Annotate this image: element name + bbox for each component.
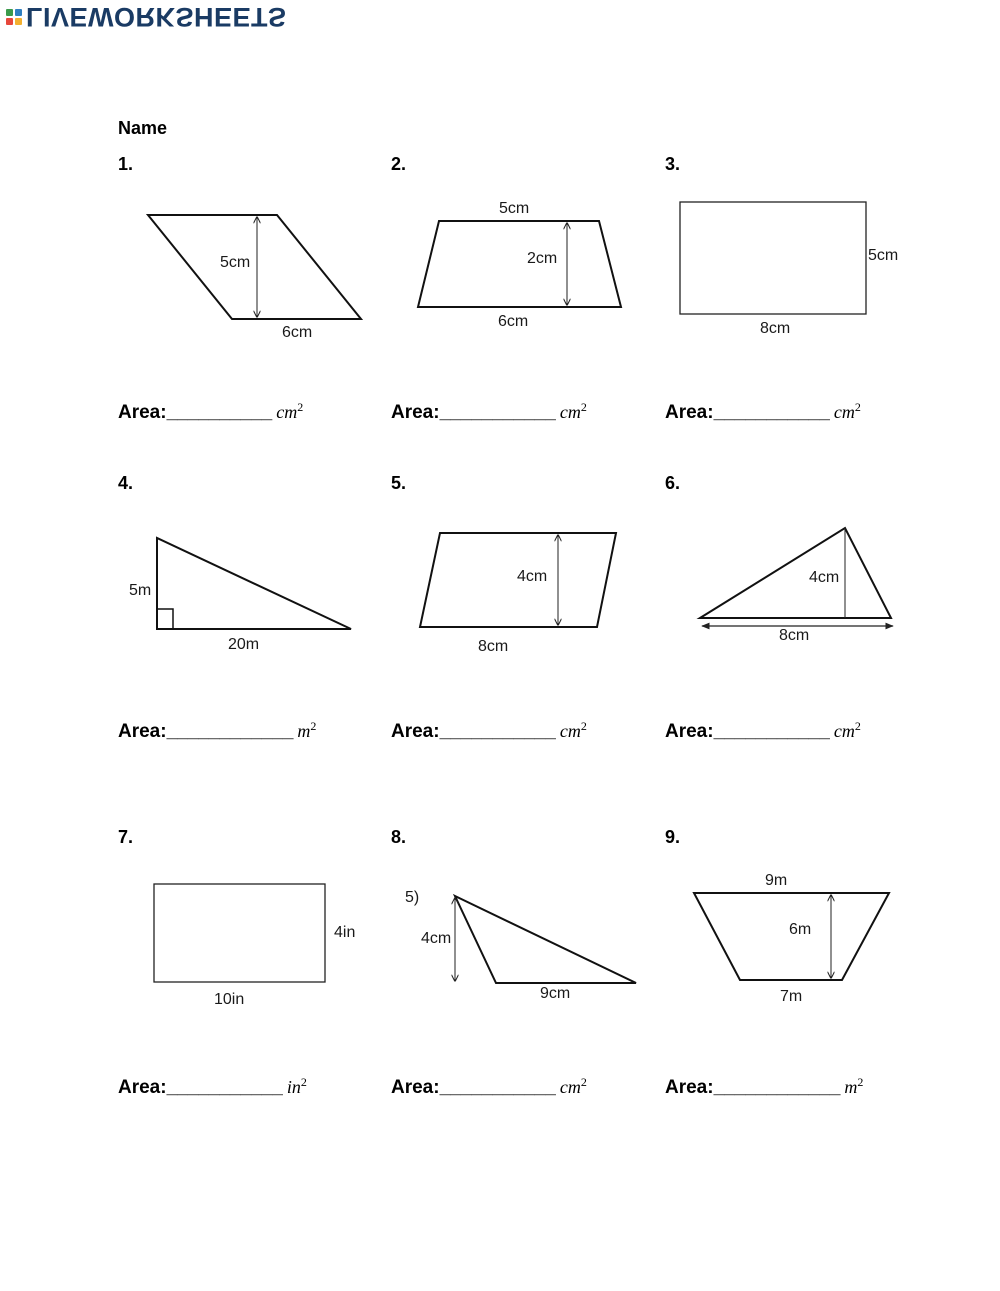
answer-blank-9[interactable]: ____________ xyxy=(713,1077,841,1098)
shape-1-label-base: 6cm xyxy=(282,324,313,341)
problem-number-7: 7. xyxy=(118,827,134,847)
shape-2-label-top: 5cm xyxy=(499,200,530,217)
problem-number-1: 1. xyxy=(118,154,134,174)
problem-number-6: 6. xyxy=(665,473,681,493)
shape-6-label-base: 8cm xyxy=(779,627,810,644)
shape-3-label-base: 8cm xyxy=(760,320,791,337)
answer-blank-4[interactable]: ____________ xyxy=(166,721,294,742)
shape-3-label-height: 5cm xyxy=(868,247,899,264)
answer-blank-1[interactable]: __________ xyxy=(166,402,273,423)
shape-8-obtuse-triangle xyxy=(405,889,636,1002)
shape-8-label-height: 4cm xyxy=(421,930,452,947)
shape-9-label-height: 6m xyxy=(789,921,812,938)
shape-2-trapezoid xyxy=(418,200,621,330)
shape-6-triangle xyxy=(700,528,893,644)
shape-4-label-height: 5m xyxy=(129,582,152,599)
answer-blank-3[interactable]: ___________ xyxy=(713,402,830,423)
unit-8: $cm^2$ xyxy=(559,1075,587,1097)
shape-7-rectangle xyxy=(154,884,355,1008)
answer-blank-6[interactable]: ___________ xyxy=(713,721,830,742)
logo-text: LIVEWORKSHEETS xyxy=(26,2,287,32)
problem-number-2: 2. xyxy=(391,154,407,174)
answer-blank-7[interactable]: ___________ xyxy=(166,1077,283,1098)
shape-9-label-top: 9m xyxy=(765,872,788,889)
unit-6: $cm^2$ xyxy=(833,719,861,741)
unit-1: $cm^2$ xyxy=(276,400,304,422)
answer-blank-5[interactable]: ___________ xyxy=(439,721,556,742)
shape-2-label-height: 2cm xyxy=(527,250,558,267)
shape-4-right-triangle xyxy=(129,538,351,653)
unit-9: $m^2$ xyxy=(844,1075,864,1097)
shape-2-label-bottom: 6cm xyxy=(498,313,529,330)
unit-5: $cm^2$ xyxy=(559,719,587,741)
name-label: Name xyxy=(118,118,168,138)
shape-9-label-bottom: 7m xyxy=(780,988,803,1005)
unit-4: $m^2$ xyxy=(297,719,317,741)
shape-7-label-height: 4in xyxy=(334,924,356,941)
unit-7: $in^2$ xyxy=(286,1075,307,1097)
area-answer-2: Area: ___________ $cm^2$ xyxy=(391,400,587,423)
unit-3: $cm^2$ xyxy=(833,400,861,422)
shape-5-label-height: 4cm xyxy=(517,568,548,585)
problem-number-4: 4. xyxy=(118,473,134,493)
answer-blank-2[interactable]: ___________ xyxy=(439,402,556,423)
shape-1-parallelogram xyxy=(148,215,361,341)
problem-number-5: 5. xyxy=(391,473,407,493)
shape-3-rectangle xyxy=(680,202,898,337)
problem-number-9: 9. xyxy=(665,827,681,847)
shape-8-label-index: 5) xyxy=(405,889,420,906)
shape-1-label-height: 5cm xyxy=(220,254,251,271)
area-answer-5: Area: ___________ $cm^2$ xyxy=(391,719,587,742)
area-answer-7: Area: ___________ $in^2$ xyxy=(118,1075,307,1098)
area-answer-8: Area: ___________ $cm^2$ xyxy=(391,1075,587,1098)
shape-5-label-base: 8cm xyxy=(478,638,509,655)
problem-number-3: 3. xyxy=(665,154,681,174)
shape-8-label-base: 9cm xyxy=(540,985,571,1002)
shape-6-label-height: 4cm xyxy=(809,569,840,586)
shape-9-trapezoid xyxy=(694,872,889,1005)
shape-5-parallelogram xyxy=(420,533,616,655)
area-answer-4: Area: ____________ $m^2$ xyxy=(118,719,317,742)
area-answer-9: Area: ____________ $m^2$ xyxy=(665,1075,864,1098)
shape-7-label-base: 10in xyxy=(214,991,245,1008)
area-answer-1: Area: __________ $cm^2$ xyxy=(118,400,304,423)
area-answer-6: Area: ___________ $cm^2$ xyxy=(665,719,861,742)
unit-2: $cm^2$ xyxy=(559,400,587,422)
problem-number-8: 8. xyxy=(391,827,407,847)
shape-4-label-base: 20m xyxy=(228,636,260,653)
area-answer-3: Area: ___________ $cm^2$ xyxy=(665,400,861,423)
answer-blank-8[interactable]: ___________ xyxy=(439,1077,556,1098)
